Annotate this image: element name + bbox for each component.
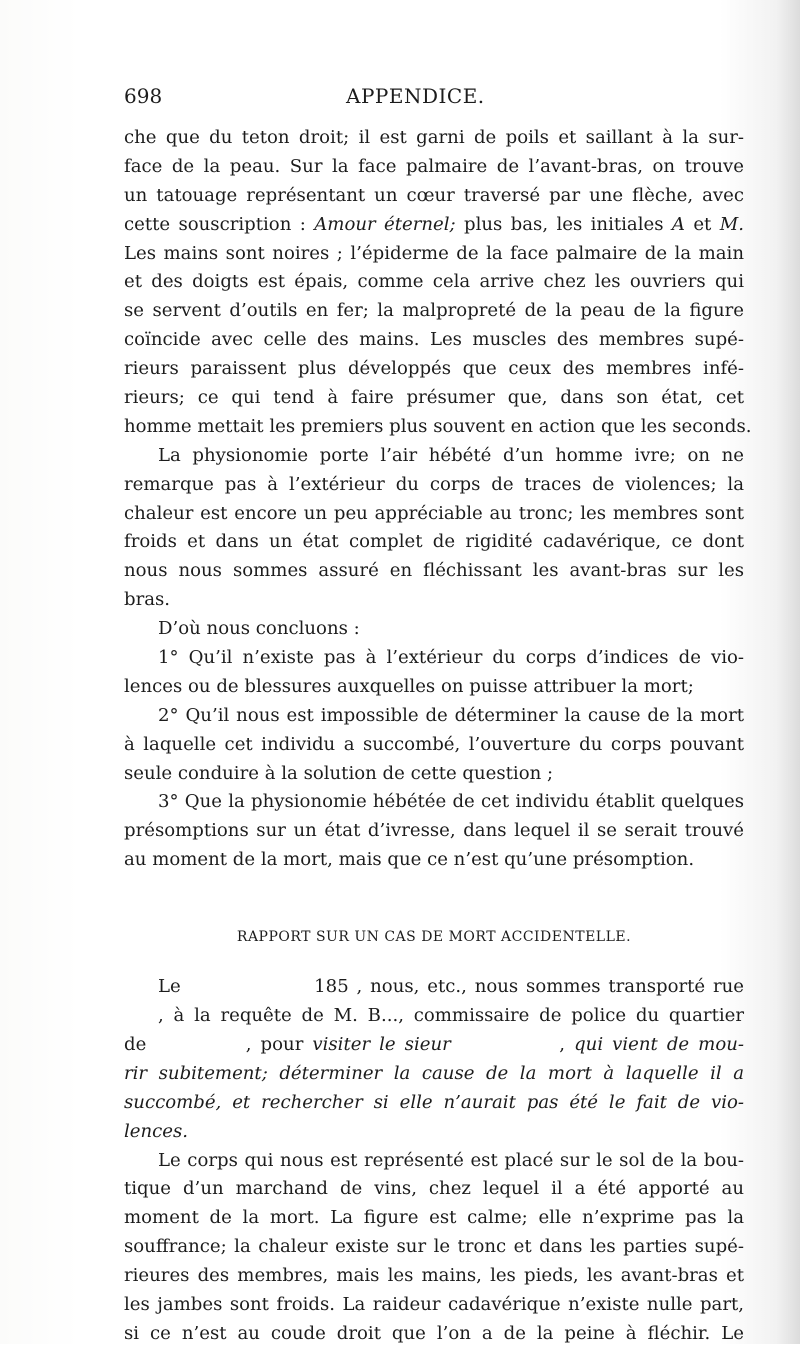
text-line: seule conduire à la solution de cette question ; xyxy=(124,762,554,784)
text-line: lences ou de blessures auxquelles on puisse attribuer la mort; xyxy=(124,675,694,697)
text-line: les jambes sont froids. La raideur cadavérique n’existe nulle part, xyxy=(124,1293,744,1315)
text-line: succombé, et rechercher si elle n’aurait pas été le fait de vio- xyxy=(124,1091,744,1113)
text-line: rir subitement; déterminer la cause de la mort à laquelle il a xyxy=(124,1062,744,1084)
text-line: cette souscription : Amour éternel; plus bas, les initiales A et M. xyxy=(124,213,744,235)
text-line: lences. xyxy=(124,1120,189,1142)
text-line: rieures des membres, mais les mains, les pieds, les avant-bras et xyxy=(124,1265,744,1287)
text-line: face de la peau. Sur la face palmaire de l’avant-bras, on trouve xyxy=(124,155,744,177)
text-line: 1° Qu’il n’existe pas à l’extérieur du corps d’indices de vio- xyxy=(158,647,744,669)
page-header xyxy=(124,84,744,114)
text-line: de , pour visiter le sieur , qui vient de mou- xyxy=(124,1033,744,1055)
text-line: tique d’un marchand de vins, chez lequel il a été apporté au xyxy=(124,1178,744,1200)
running-head: APPENDICE. xyxy=(346,84,485,108)
text-line: , à la requête de M. B..., commissaire de police du quartier xyxy=(158,1005,744,1027)
text-line: Le corps qui nous est représenté est placé sur le sol de la bou- xyxy=(158,1149,744,1171)
page-number: 698 xyxy=(124,84,163,108)
text-line: rieurs paraissent plus développés que ceux des membres infé- xyxy=(124,358,744,380)
text-line: Le 185 , nous, etc., nous sommes transporté rue xyxy=(158,976,744,998)
text-line: La physionomie porte l’air hébété d’un homme ivre; on ne xyxy=(158,444,744,466)
text-line: si ce n’est au coude droit que l’on a de la peine à fléchir. Le xyxy=(124,1322,744,1344)
text-line: chaleur est encore un peu appréciable au tronc; les membres sont xyxy=(124,502,744,524)
text-line: présomptions sur un état d’ivresse, dans lequel il se serait trouvé xyxy=(124,820,744,842)
text-line: à laquelle cet individu a succombé, l’ouverture du corps pouvant xyxy=(124,733,744,755)
text-line: 2° Qu’il nous est impossible de déterminer la cause de la mort xyxy=(158,704,744,726)
text-line: 3° Que la physionomie hébétée de cet individu établit quelques xyxy=(158,791,744,813)
text-line: moment de la mort. La figure est calme; elle n’exprime pas la xyxy=(124,1207,744,1229)
text-line: D’où nous concluons : xyxy=(158,618,360,640)
text-line: se servent d’outils en fer; la malpropreté de la peau de la figure xyxy=(124,300,744,322)
text-line: et des doigts est épais, comme cela arrive chez les ouvriers qui xyxy=(124,271,744,293)
text-line: souffrance; la chaleur existe sur le tronc et dans les parties supé- xyxy=(124,1236,744,1258)
text-line: che que du teton droit; il est garni de poils et saillant à la sur- xyxy=(124,127,744,148)
text-line: bras. xyxy=(124,589,171,611)
text-line: nous nous sommes assuré en fléchissant les avant-bras sur les xyxy=(124,560,744,582)
text-line: coïncide avec celle des mains. Les muscles des membres supé- xyxy=(124,329,744,351)
text-line: froids et dans un état complet de rigidité cadavérique, ce dont xyxy=(124,531,744,553)
text-line: remarque pas à l’extérieur du corps de traces de violences; la xyxy=(124,473,744,495)
section-title: RAPPORT SUR UN CAS DE MORT ACCIDENTELLE. xyxy=(236,929,632,946)
text-line: un tatouage représentant un cœur traversé par une flèche, avec xyxy=(124,184,744,206)
text-line: au moment de la mort, mais que ce n’est qu’une présomption. xyxy=(124,849,695,871)
body-text xyxy=(124,124,752,1349)
text-line: homme mettait les premiers plus souvent en action que les seconds. xyxy=(124,415,752,437)
text-line: Les mains sont noires ; l’épiderme de la face palmaire de la main xyxy=(124,242,744,264)
text-line: rieurs; ce qui tend à faire présumer que, dans son état, cet xyxy=(124,387,744,409)
